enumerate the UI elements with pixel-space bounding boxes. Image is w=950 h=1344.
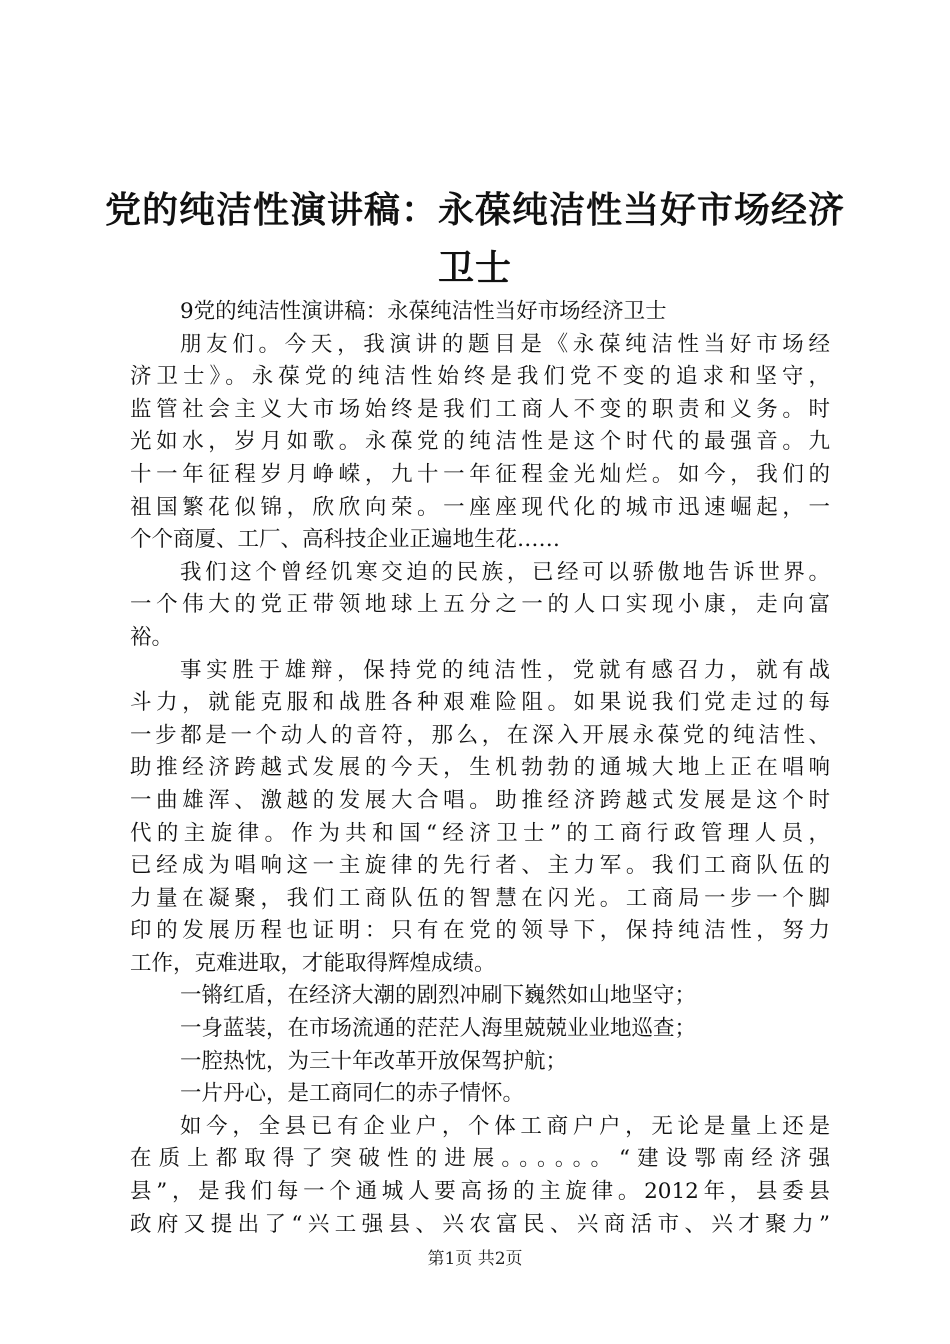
body-text-line: 济卫士》。永葆党的纯洁性始终是我们党不变的追求和坚守， [130, 364, 830, 390]
body-text-line: 我们这个曾经饥寒交迫的民族，已经可以骄傲地告诉世界。 [180, 559, 830, 585]
body-text-line: 工作，克难进取，才能取得辉煌成绩。 [130, 950, 496, 976]
body-text-line: 一个伟大的党正带领地球上五分之一的人口实现小康，走向富 [130, 592, 830, 618]
body-text-line: 一身蓝装，在市场流通的茫茫人海里兢兢业业地巡查； [180, 1016, 697, 1042]
body-text-line: 已经成为唱响这一主旋律的先行者、主力军。我们工商队伍的 [130, 853, 830, 879]
page-number-footer: 第1页 共2页 [427, 1249, 523, 1269]
body-text-line: 助推经济跨越式发展的今天，生机勃勃的通城大地上正在唱响 [130, 755, 830, 781]
body-text-line: 一曲雄浑、激越的发展大合唱。助推经济跨越式发展是这个时 [130, 787, 830, 813]
body-text-line: 祖国繁花似锦，欣欣向荣。一座座现代化的城市迅速崛起，一 [130, 494, 830, 520]
body-text-line: 力量在凝聚，我们工商队伍的智慧在闪光。工商局一步一个脚 [130, 885, 830, 911]
body-text-line: 斗力，就能克服和战胜各种艰难险阻。如果说我们党走过的每 [130, 690, 830, 716]
body-text-line: 朋友们。今天，我演讲的题目是《永葆纯洁性当好市场经 [180, 331, 830, 357]
document-body [130, 296, 830, 1241]
body-text-line: 十一年征程岁月峥嵘，九十一年征程金光灿烂。如今，我们的 [130, 461, 830, 487]
body-text-line: 监管社会主义大市场始终是我们工商人不变的职责和义务。时 [130, 396, 830, 422]
document-title-line-1: 党的纯洁性演讲稿：永葆纯洁性当好市场经济 [104, 189, 845, 231]
body-text-line: 政府又提出了“兴工强县、兴农富民、兴商活市、兴才聚力” [130, 1211, 830, 1237]
body-text-line: 事实胜于雄辩，保持党的纯洁性，党就有感召力，就有战 [180, 657, 830, 683]
body-text-line: 裕。 [130, 624, 174, 650]
body-text-line: 一腔热忱，为三十年改革开放保驾护航； [180, 1048, 568, 1074]
body-text-line: 代的主旋律。作为共和国“经济卫士”的工商行政管理人员， [130, 820, 830, 846]
body-text-line: 一步都是一个动人的音符，那么，在深入开展永葆党的纯洁性、 [130, 722, 830, 748]
document-title-line-2: 卫士 [437, 247, 512, 289]
body-text-line: 9党的纯洁性演讲稿：永葆纯洁性当好市场经济卫士 [180, 299, 667, 324]
body-text-line: 在质上都取得了突破性的进展。。。。。。“建设鄂南经济强 [130, 1146, 830, 1172]
body-text-line: 一片丹心，是工商同仁的赤子情怀。 [180, 1081, 525, 1107]
body-text-line: 如今，全县已有企业户，个体工商户户，无论是量上还是 [180, 1113, 830, 1139]
body-text-line: 光如水，岁月如歌。永葆党的纯洁性是这个时代的最强音。九 [130, 429, 830, 455]
body-text-line: 印的发展历程也证明：只有在党的领导下，保持纯洁性，努力 [130, 918, 830, 944]
body-text-line: 县”，是我们每一个通城人要高扬的主旋律。2012年，县委县 [130, 1179, 830, 1205]
body-text-line: 一锵红盾，在经济大潮的剧烈冲刷下巍然如山地坚守； [180, 983, 697, 1009]
body-text-line: 个个商厦、工厂、高科技企业正遍地生花…… [130, 527, 561, 553]
